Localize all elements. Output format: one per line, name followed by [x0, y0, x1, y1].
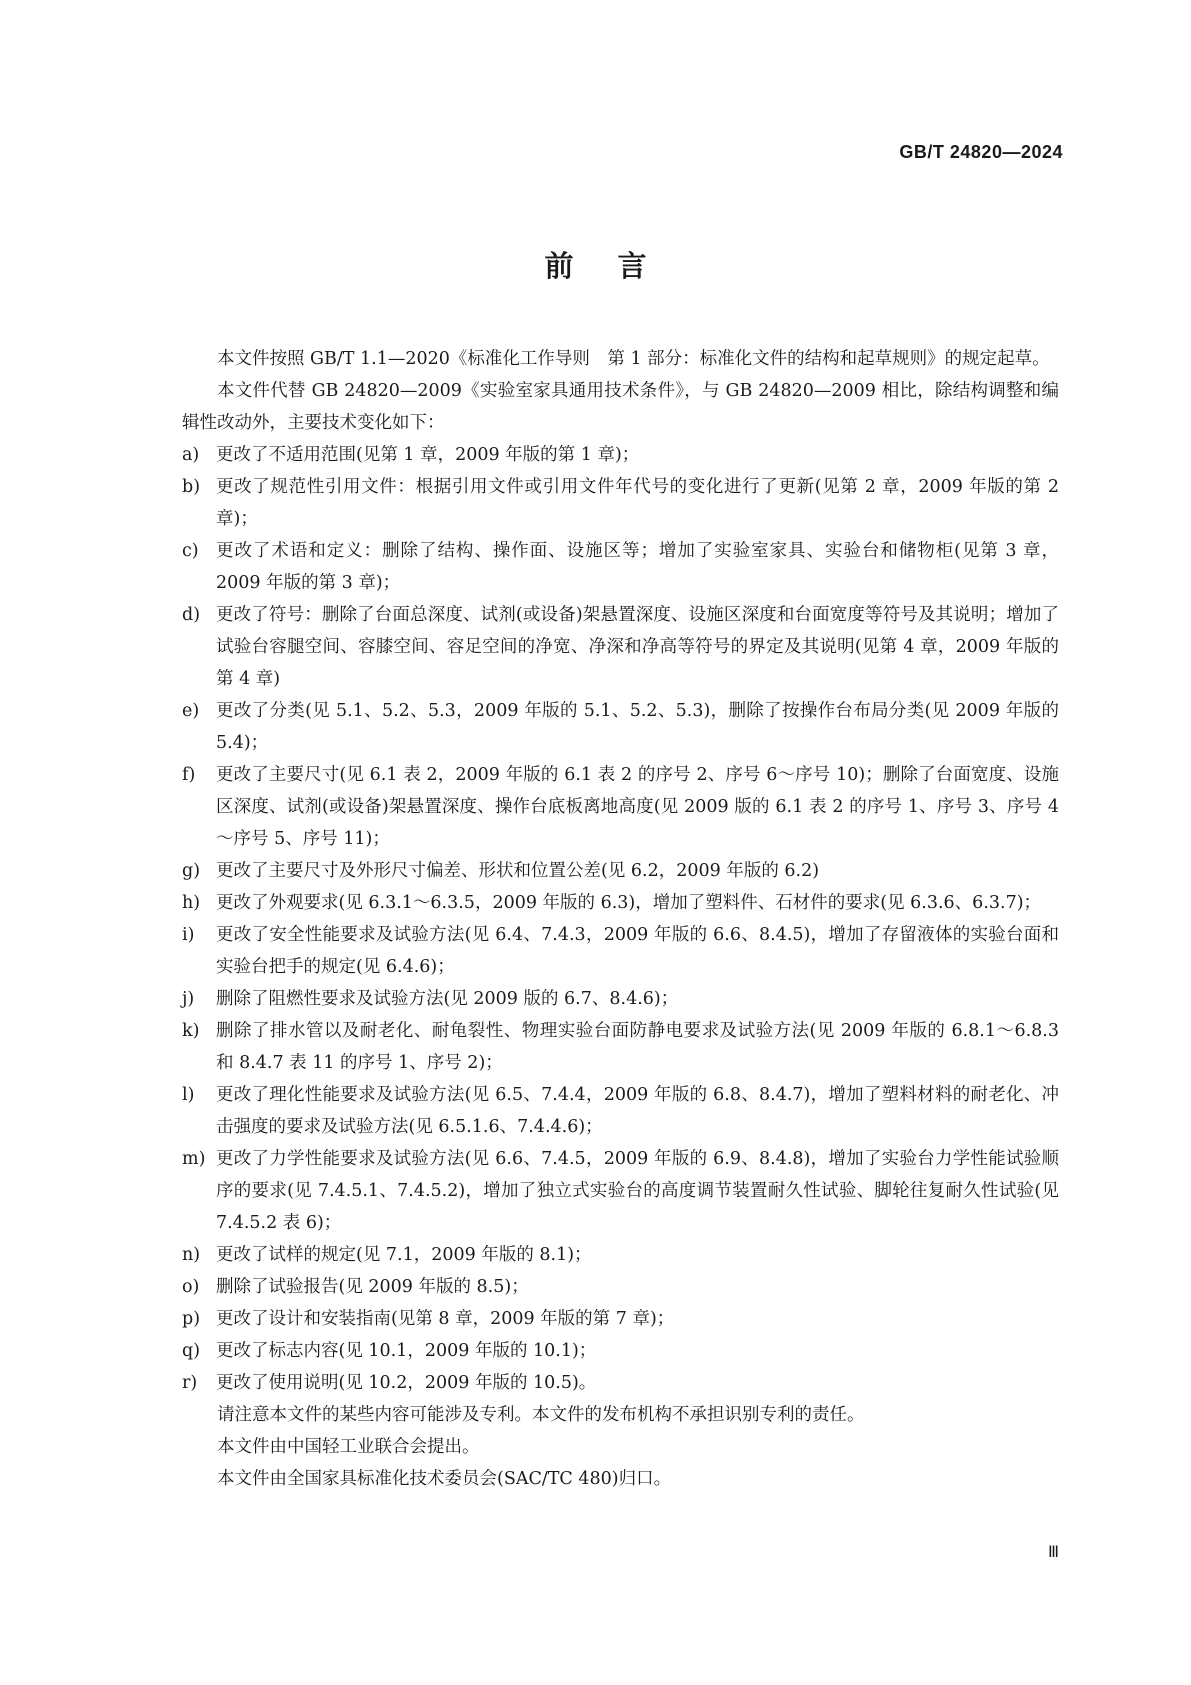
list-item — [144, 695, 1059, 759]
patent-notice: 请注意本文件的某些内容可能涉及专利。本文件的发布机构不承担识别专利的责任。 — [217, 1405, 865, 1425]
list-item-text: 更改了试样的规定(见 7.1，2009 年版的 8.1)； — [216, 1245, 592, 1265]
list-item — [144, 599, 1059, 695]
document-body — [182, 343, 1059, 1495]
list-marker: h) — [182, 893, 201, 913]
list-item-text: 更改了规范性引用文件：根据引用文件或引用文件年代号的变化进行了更新(见第 2 章，2009 年版的第 2 章)； — [216, 477, 1059, 529]
list-marker: a) — [182, 445, 200, 465]
list-item — [144, 1271, 1059, 1303]
list-marker: k) — [182, 1021, 200, 1041]
list-item-text: 更改了力学性能要求及试验方法(见 6.6、7.4.5，2009 年版的 6.9、8.4.8)，增加了实验台力学性能试验顺序的要求(见 7.4.5.1、7.4.5.2)，增加了独立式实验台的高度调节装置耐久性试验、脚轮往复耐久性试验(见 7.4.5.2 表 6)； — [216, 1149, 1059, 1233]
list-item-text: 更改了主要尺寸(见 6.1 表 2，2009 年版的 6.1 表 2 的序号 2、序号 6～序号 10)；删除了台面宽度、设施区深度、试剂(或设备)架悬置深度、操作台底板离地高度(见 2009 版的 6.1 表 2 的序号 1、序号 3、序号 4～序号 5、序号 11)； — [216, 765, 1059, 849]
list-item-text: 删除了阻燃性要求及试验方法(见 2009 版的 6.7、8.4.6)； — [216, 989, 679, 1009]
list-item — [144, 1367, 1059, 1399]
list-item-text: 更改了安全性能要求及试验方法(见 6.4、7.4.3，2009 年版的 6.6、8.4.5)，增加了存留液体的实验台面和实验台把手的规定(见 6.4.6)； — [216, 925, 1059, 977]
list-marker: p) — [182, 1309, 201, 1329]
list-marker: l) — [182, 1085, 195, 1105]
list-item — [144, 1239, 1059, 1271]
list-item-text: 更改了外观要求(见 6.3.1～6.3.5，2009 年版的 6.3)，增加了塑料件、石材件的要求(见 6.3.6、6.3.7)； — [216, 893, 1042, 913]
list-marker: e) — [182, 701, 200, 721]
list-marker: o) — [182, 1277, 200, 1297]
list-item — [144, 1015, 1059, 1079]
centralized-statement: 本文件由全国家具标准化技术委员会(SAC/TC 480)归口。 — [217, 1469, 672, 1489]
list-marker: q) — [182, 1341, 201, 1361]
list-item — [144, 1335, 1059, 1367]
list-marker: d) — [182, 605, 201, 625]
list-item — [144, 1143, 1059, 1239]
intro-paragraph-2: 本文件代替 GB 24820—2009《实验室家具通用技术条件》，与 GB 24820—2009 相比，除结构调整和编辑性改动外，主要技术变化如下： — [182, 381, 1059, 433]
list-item — [144, 759, 1059, 855]
standard-code: GB/T 24820—2024 — [899, 142, 1063, 162]
list-marker: f) — [182, 765, 196, 785]
list-item — [144, 919, 1059, 983]
list-marker: c) — [182, 541, 199, 561]
list-marker: g) — [182, 861, 201, 881]
list-item — [144, 887, 1059, 919]
proposer-statement: 本文件由中国轻工业联合会提出。 — [217, 1437, 480, 1457]
list-item-text: 更改了使用说明(见 10.2，2009 年版的 10.5)。 — [216, 1373, 597, 1393]
list-item-text: 更改了不适用范围(见第 1 章，2009 年版的第 1 章)； — [216, 445, 640, 465]
list-item — [144, 439, 1059, 471]
list-item — [144, 983, 1059, 1015]
intro-paragraph-1: 本文件按照 GB/T 1.1—2020《标准化工作导则 第 1 部分：标准化文件的结构和起草规则》的规定起草。 — [217, 349, 1050, 369]
list-item-text: 更改了符号：删除了台面总深度、试剂(或设备)架悬置深度、设施区深度和台面宽度等符号及其说明；增加了试验台容腿空间、容膝空间、容足空间的净宽、净深和净高等符号的界定及其说明(见第 4 章，2009 年版的第 4 章) — [216, 605, 1059, 689]
list-item-text: 更改了设计和安装指南(见第 8 章，2009 年版的第 7 章)； — [216, 1309, 675, 1329]
list-item-text: 更改了理化性能要求及试验方法(见 6.5、7.4.4，2009 年版的 6.8、8.4.7)，增加了塑料材料的耐老化、冲击强度的要求及试验方法(见 6.5.1.6、7.4.4.6)； — [216, 1085, 1059, 1137]
list-item-text: 删除了排水管以及耐老化、耐龟裂性、物理实验台面防静电要求及试验方法(见 2009 年版的 6.8.1～6.8.3 和 8.4.7 表 11 的序号 1、序号 2)； — [216, 1021, 1059, 1073]
list-marker: j) — [182, 989, 195, 1009]
list-marker: m) — [182, 1149, 206, 1169]
list-item-text: 更改了标志内容(见 10.1，2009 年版的 10.1)； — [216, 1341, 597, 1361]
list-item — [144, 471, 1059, 535]
list-item-text: 更改了分类(见 5.1、5.2、5.3，2009 年版的 5.1、5.2、5.3)，删除了按操作台布局分类(见 2009 年版的 5.4)； — [216, 701, 1059, 753]
list-item — [144, 855, 1059, 887]
list-item-text: 更改了主要尺寸及外形尺寸偏差、形状和位置公差(见 6.2，2009 年版的 6.2) — [216, 861, 820, 881]
changes-list — [182, 439, 1059, 1399]
list-item — [144, 535, 1059, 599]
list-marker: i) — [182, 925, 195, 945]
list-marker: b) — [182, 477, 201, 497]
list-item-text: 更改了术语和定义：删除了结构、操作面、设施区等；增加了实验室家具、实验台和储物柜(见第 3 章，2009 年版的第 3 章)； — [216, 541, 1059, 593]
list-item — [144, 1303, 1059, 1335]
list-marker: r) — [182, 1373, 198, 1393]
list-item-text: 删除了试验报告(见 2009 年版的 8.5)； — [216, 1277, 529, 1297]
list-item — [144, 1079, 1059, 1143]
page-number: Ⅲ — [1047, 1542, 1059, 1561]
page-title: 前言 — [544, 249, 691, 283]
list-marker: n) — [182, 1245, 201, 1265]
